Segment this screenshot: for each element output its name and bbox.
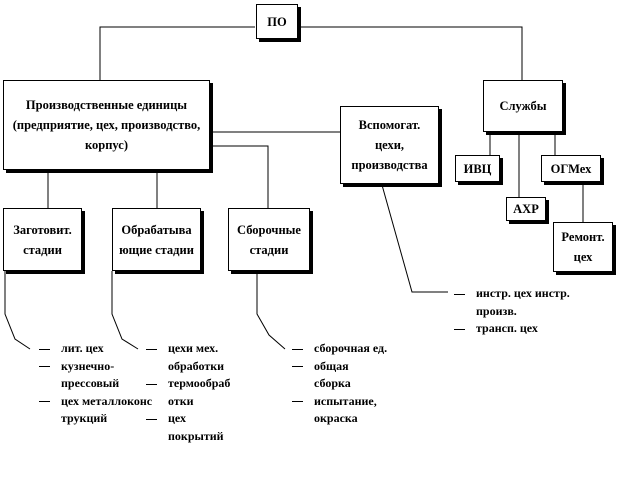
dash-bullet [146, 384, 157, 385]
box-ivc-label: ИВЦ [463, 161, 492, 176]
list-assembly [286, 340, 416, 428]
box-root [256, 4, 298, 39]
box-production-units [3, 80, 210, 170]
list-item [286, 393, 416, 428]
dash-bullet [292, 366, 303, 367]
box-ahr-label: АХР [513, 202, 539, 216]
dash-bullet [146, 349, 157, 350]
box-ogmeh [541, 155, 601, 182]
list-item-text: испытание, окраска [314, 393, 377, 425]
list-processing [140, 340, 265, 445]
list-item [140, 375, 265, 410]
list-item-text: цехи мех. обработки [168, 341, 225, 373]
list-item-text: лит. цех [61, 341, 104, 355]
list-item-text: трансп. цех [476, 321, 538, 335]
box-procurement-stages [3, 208, 82, 271]
leader-procurement [5, 271, 30, 349]
box-processing-stages [112, 208, 201, 271]
box-production-units-label: Производственные единицы (предприятие, цех, производство, корпус) [12, 98, 201, 152]
list-item [448, 285, 608, 320]
box-ahr [506, 197, 546, 221]
dash-bullet [292, 401, 303, 402]
box-root-label: ПО [267, 14, 287, 29]
box-ivc [455, 155, 500, 182]
box-services [483, 80, 563, 132]
box-processing-stages-label: Обрабатыва ющие стадии [119, 222, 194, 257]
list-item [448, 320, 608, 338]
box-assembly-stages-label: Сборочные стадии [237, 222, 301, 257]
dash-bullet [146, 419, 157, 420]
leader-assembly [257, 271, 285, 349]
box-repair-shop [553, 222, 613, 272]
dash-bullet [292, 349, 303, 350]
list-item [140, 340, 265, 375]
box-auxiliary-shops-label: Вспомогат. цехи, производства [351, 118, 428, 172]
list-item-text: цех металлоконс трукций [61, 393, 153, 425]
list-item-text: кузнечно-прессовый [61, 358, 120, 390]
dash-bullet [454, 294, 465, 295]
dash-bullet [454, 329, 465, 330]
connector-root-production [100, 27, 255, 80]
leader-auxiliary [382, 185, 448, 292]
dash-bullet [39, 366, 50, 367]
connector-root-services [296, 27, 522, 80]
list-item-text: сборочная ед. [314, 341, 388, 355]
box-services-label: Службы [499, 99, 547, 113]
list-item [286, 340, 416, 358]
list-item-text: инстр. цех инстр. произв. [476, 286, 570, 318]
list-item-text: общая сборка [314, 358, 351, 390]
box-ogmeh-label: ОГМех [550, 161, 592, 176]
box-auxiliary-shops [340, 106, 439, 184]
list-auxiliary [448, 285, 608, 338]
list-item-text: цех покрытий [168, 411, 224, 443]
dash-bullet [39, 349, 50, 350]
box-procurement-stages-label: Заготовит. стадии [13, 222, 72, 257]
list-item-text: термообраб отки [168, 376, 231, 408]
list-item [286, 358, 416, 393]
connector-production-assembly [210, 146, 268, 208]
box-repair-shop-label: Ремонт. цех [561, 230, 605, 264]
box-assembly-stages [228, 208, 310, 271]
leader-processing [112, 271, 138, 349]
list-item [140, 410, 265, 445]
dash-bullet [39, 401, 50, 402]
